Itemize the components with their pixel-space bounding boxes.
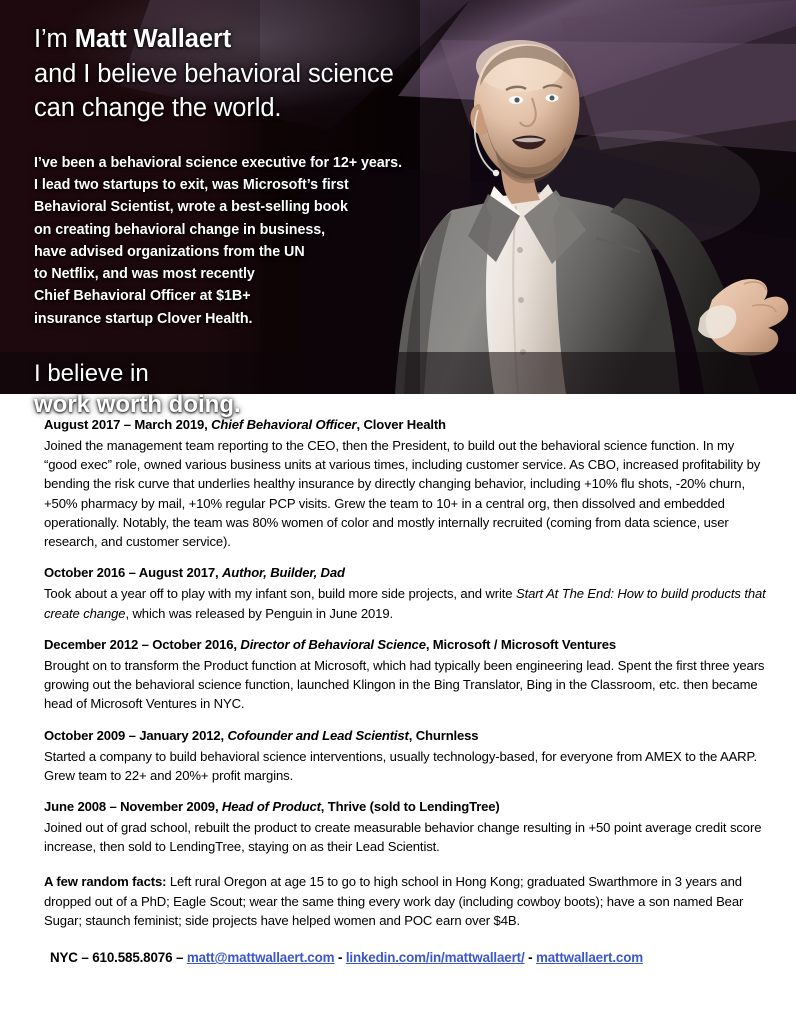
entry-heading bbox=[44, 636, 768, 655]
entry-dates: August 2017 – March 2019, bbox=[44, 417, 212, 432]
experience-entry bbox=[44, 416, 768, 551]
experience-entry bbox=[44, 564, 768, 622]
hero-banner bbox=[0, 0, 796, 418]
random-facts-text bbox=[44, 872, 768, 930]
blurb-line: Behavioral Scientist, wrote a best-selling book bbox=[34, 199, 348, 216]
blurb-line: Chief Behavioral Officer at $1B+ bbox=[34, 288, 251, 305]
entry-heading bbox=[44, 727, 768, 746]
website-link[interactable]: mattwallaert.com bbox=[536, 950, 643, 966]
contact-location-phone: NYC – 610.585.8076 – bbox=[50, 950, 187, 966]
entry-description-post: , which was released by Penguin in June 2019. bbox=[125, 605, 393, 621]
page-title bbox=[34, 22, 464, 126]
entry-description: Brought on to transform the Product function at Microsoft, which had typically been engineering lead. Spent the first three years growing out the behavioral science function, launched Klingon in the Bing Translator, Bing in the Classroom, etc. then became head of Microsoft Ventures in NYC. bbox=[44, 657, 765, 712]
headline-name: Matt Wallaert bbox=[74, 25, 232, 53]
blurb-line: have advised organizations from the UN bbox=[34, 243, 305, 260]
entry-dates: October 2009 – January 2012, bbox=[44, 727, 228, 743]
experience-entry bbox=[44, 636, 768, 714]
blurb-line: I lead two startups to exit, was Microsoft’s first bbox=[34, 177, 349, 194]
entry-title: Director of Behavioral Science bbox=[240, 636, 426, 652]
tagline-line-2: work worth doing. bbox=[34, 390, 241, 418]
email-link[interactable]: matt@mattwallaert.com bbox=[186, 950, 335, 966]
headline-prefix: I’m bbox=[34, 25, 75, 53]
hero-tagline bbox=[34, 358, 464, 420]
blurb-line: to Netflix, and was most recently bbox=[34, 266, 255, 283]
blurb-line: I’ve been a behavioral science executive for 12+ years. bbox=[34, 155, 402, 172]
headline-line-3: can change the world. bbox=[34, 94, 282, 123]
random-facts-label: A few random facts: bbox=[44, 874, 167, 890]
entry-title: Cofounder and Lead Scientist bbox=[227, 727, 409, 743]
entry-org: , Clover Health bbox=[356, 417, 446, 432]
entry-heading bbox=[44, 564, 768, 583]
random-facts-section bbox=[44, 872, 768, 930]
entry-description-pre: Took about a year off to play with my infant son, build more side projects, and write bbox=[44, 586, 516, 602]
footer-separator: - bbox=[334, 950, 346, 966]
linkedin-link[interactable]: linkedin.com/in/mattwallaert/ bbox=[345, 950, 525, 966]
entry-description: Joined the management team reporting to the CEO, then the President, to build out the behavioral science function. In my “good exec” role, owned various business units at various times, including customer service. As CBO, increased profitability by bending the risk curve that underlies healthy insurance by directly changing behavior, including +10% flu shots, -20% churn, +50% pharmacy by mail, +10% regular PCP visits. Grew the team to 10+ in a central org, then dissolved and embedded operationally. Notably, the team was 80% women of color and mostly internally recruited (coming from data science, user research, and customer service). bbox=[44, 437, 761, 550]
headline-line-2: and I believe behavioral science bbox=[34, 59, 394, 88]
tagline-line-1: I believe in bbox=[34, 359, 149, 387]
experience-entry bbox=[44, 727, 768, 785]
experience-entry bbox=[44, 798, 768, 856]
entry-dates: October 2016 – August 2017, bbox=[44, 565, 222, 581]
random-facts-body: Left rural Oregon at age 15 to go to high school in Hong Kong; graduated Swarthmore in 3 years and dropped out of a PhD; Eagle Scout; wear the same thing every work day (including cowboy boots); have a son named Bear Sugar; staunch feminist; side projects have helped women and POC earn over $4B. bbox=[44, 874, 744, 928]
entry-description: Started a company to build behavioral science interventions, usually technology-based, for everyone from AMEX to the AARP. Grew team to 22+ and 20%+ profit margins. bbox=[44, 748, 757, 783]
footer-separator: - bbox=[524, 950, 536, 966]
resume-body bbox=[0, 394, 796, 967]
entry-org: , Microsoft / Microsoft Ventures bbox=[425, 636, 617, 652]
blurb-line: on creating behavioral change in business, bbox=[34, 221, 326, 238]
entry-description bbox=[44, 584, 768, 622]
entry-dates: June 2008 – November 2009, bbox=[44, 798, 222, 814]
entry-title: Chief Behavioral Officer bbox=[211, 417, 357, 432]
hero-blurb bbox=[34, 152, 464, 330]
entry-title: Head of Product bbox=[221, 798, 321, 814]
entry-description: Joined out of grad school, rebuilt the product to create measurable behavior change resulting in +50 point average credit score increase, then sold to LendingTree, staying on as their Lead Scientist. bbox=[44, 819, 762, 855]
book-title: Start At The End: How to build products that create change bbox=[44, 586, 766, 621]
entry-org: , Churnless bbox=[408, 727, 479, 743]
hero-text-block bbox=[34, 22, 464, 420]
entry-heading bbox=[44, 798, 768, 817]
entry-dates: December 2012 – October 2016, bbox=[44, 636, 241, 652]
entry-org: , Thrive (sold to LendingTree) bbox=[320, 798, 500, 814]
contact-footer bbox=[44, 949, 768, 966]
entry-title: Author, Builder, Dad bbox=[221, 565, 345, 581]
blurb-line: insurance startup Clover Health. bbox=[34, 310, 253, 327]
